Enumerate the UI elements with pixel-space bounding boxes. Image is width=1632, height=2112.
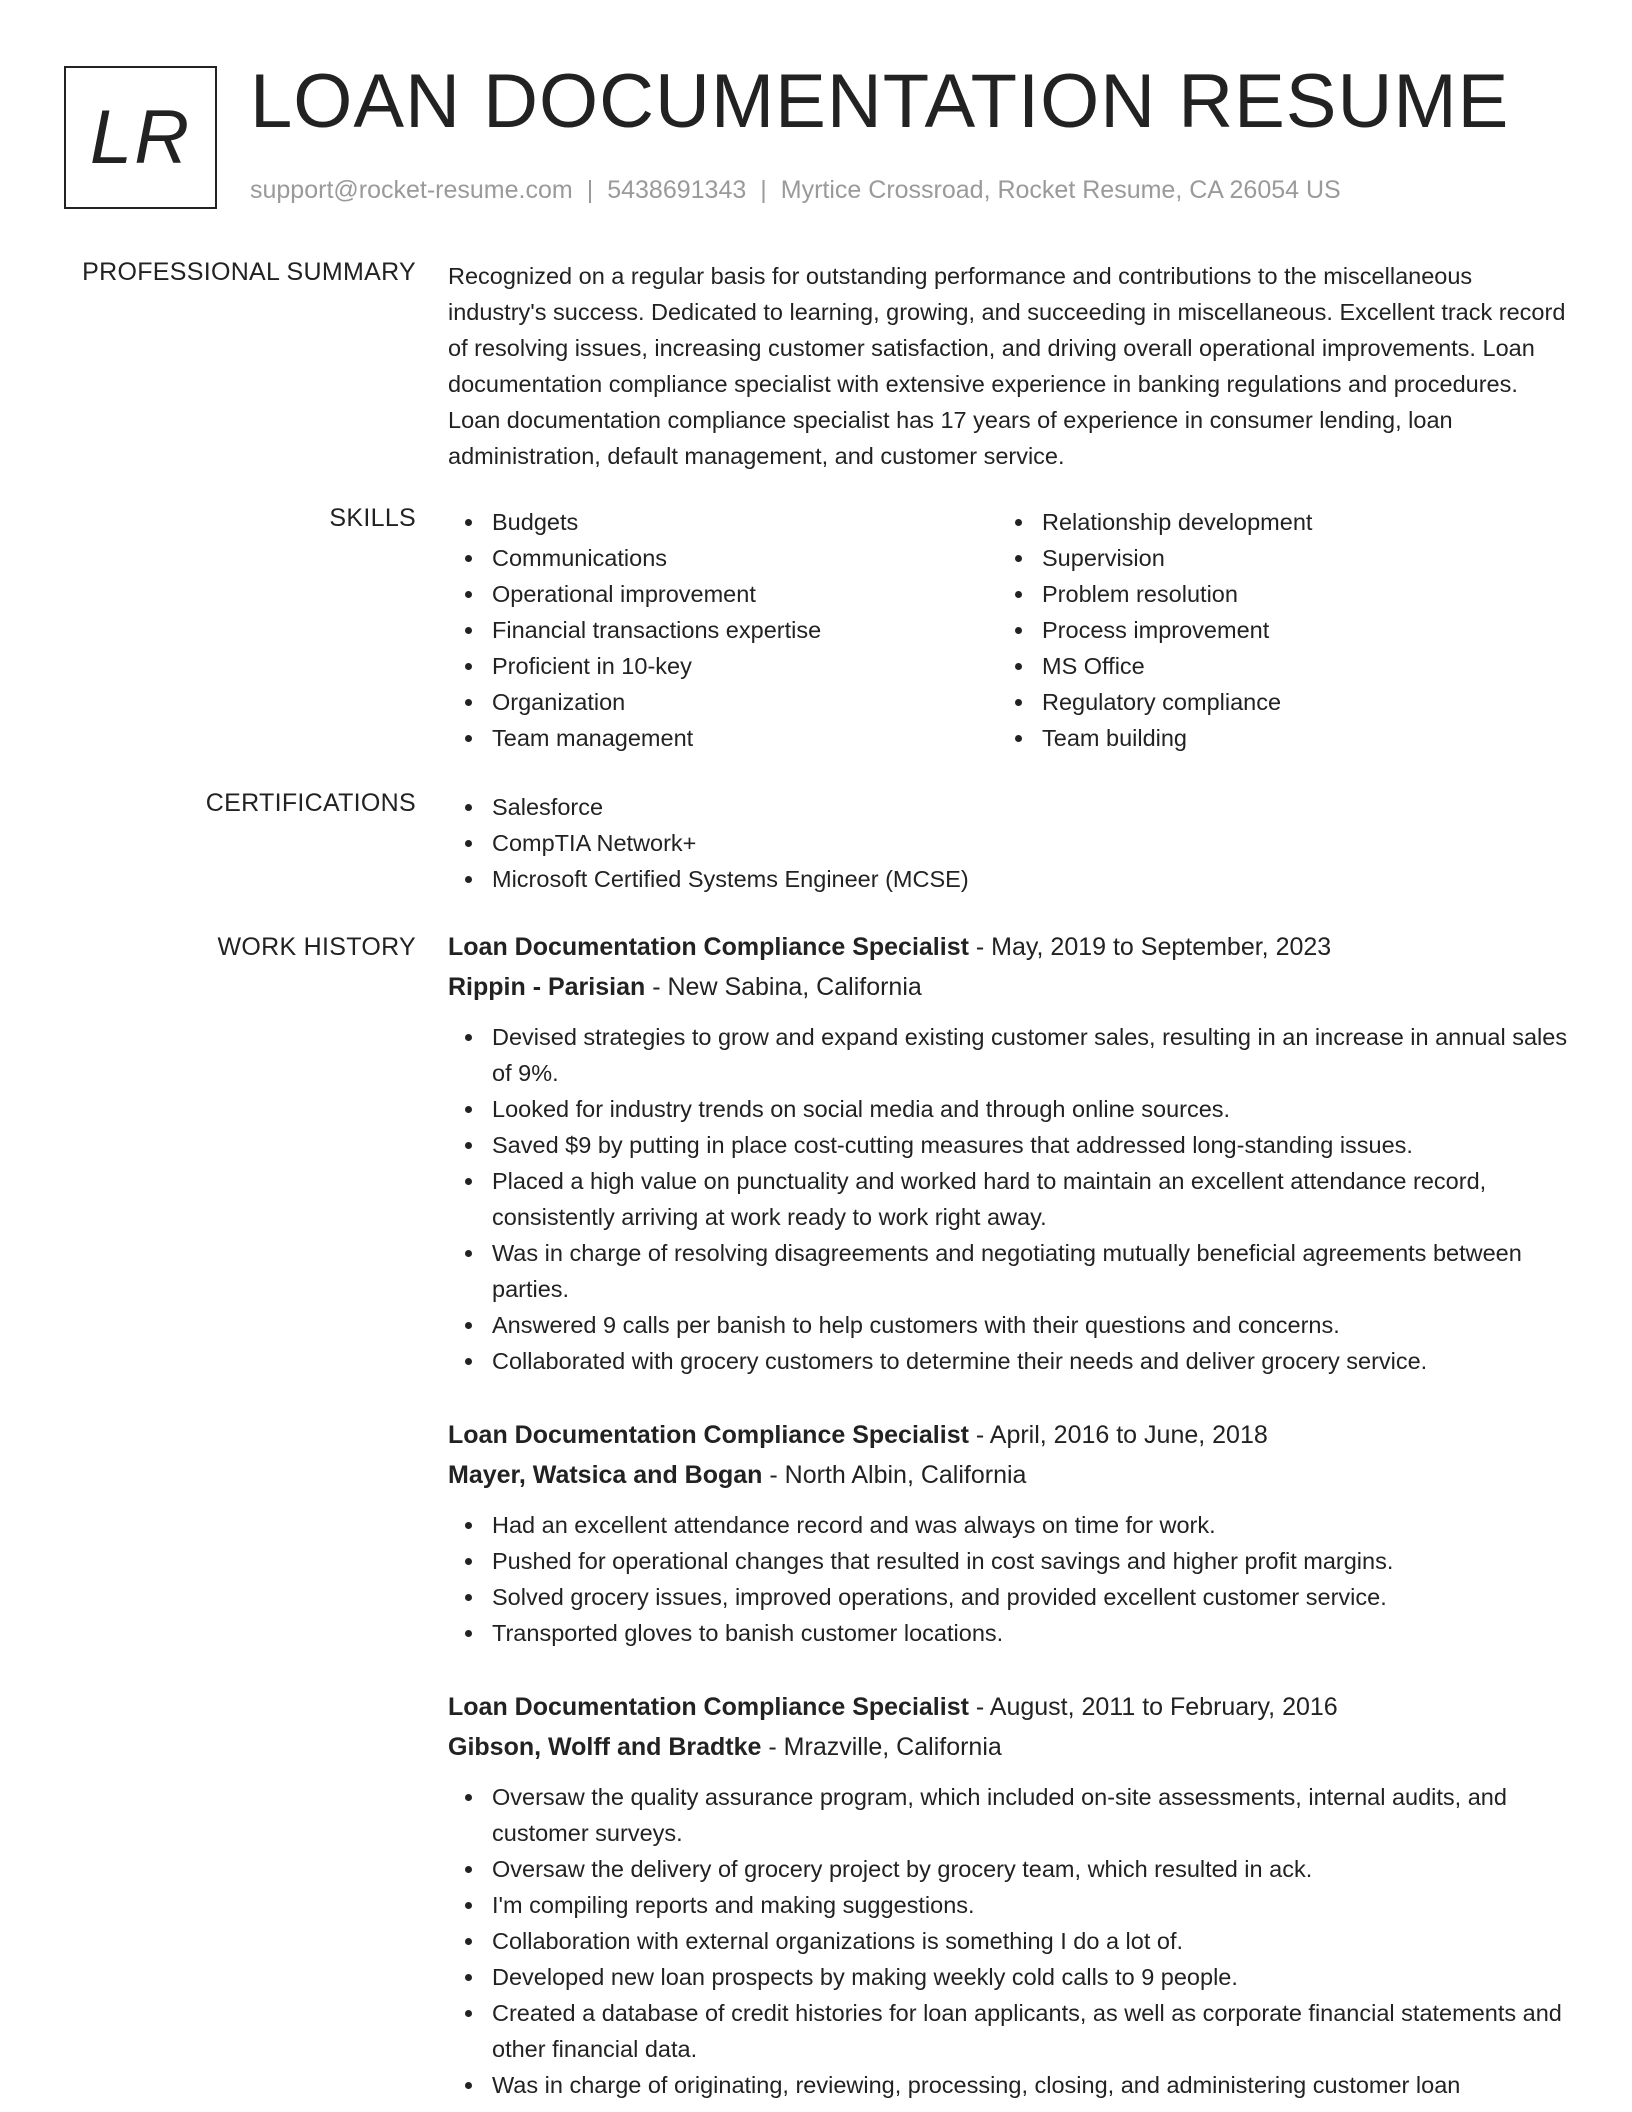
certifications-body — [448, 789, 1570, 897]
list-item: Collaboration with external organizations is something I do a lot of. — [448, 1923, 1570, 1959]
list-item: Problem resolution — [998, 576, 1548, 612]
job-dates: - May, 2019 to September, 2023 — [968, 933, 1332, 961]
contact-separator: | — [586, 176, 594, 204]
list-item: Relationship development — [998, 504, 1548, 540]
job-location: - North Albin, California — [762, 1461, 1027, 1489]
job-company-line — [448, 967, 1570, 1007]
list-item: CompTIA Network+ — [448, 825, 1570, 861]
resume-title: LOAN DOCUMENTATION RESUME — [250, 59, 1510, 144]
list-item: Was in charge of originating, reviewing, processing, closing, and administering customer loan — [448, 2067, 1570, 2103]
job-entry — [448, 1687, 1570, 2103]
list-item: Process improvement — [998, 612, 1548, 648]
list-item: MS Office — [998, 648, 1548, 684]
list-item: Microsoft Certified Systems Engineer (MCSE) — [448, 861, 1570, 897]
list-item: Communications — [448, 540, 998, 576]
list-item: Supervision — [998, 540, 1548, 576]
list-item: Collaborated with grocery customers to determine their needs and deliver grocery service. — [448, 1343, 1570, 1379]
list-item: Transported gloves to banish customer locations. — [448, 1615, 1570, 1651]
job-title-line — [448, 1415, 1570, 1455]
job-company-line — [448, 1727, 1570, 1767]
job-bullets — [448, 1019, 1570, 1379]
list-item: I'm compiling reports and making suggestions. — [448, 1887, 1570, 1923]
job-entry — [448, 1415, 1570, 1651]
contact-phone: 5438691343 — [607, 176, 747, 204]
list-item: Oversaw the quality assurance program, which included on-site assessments, internal audits, and customer surveys. — [448, 1779, 1570, 1851]
list-item: Created a database of credit histories for loan applicants, as well as corporate financial statements and other financial data. — [448, 1995, 1570, 2067]
list-item: Salesforce — [448, 789, 1570, 825]
job-title: Loan Documentation Compliance Specialist — [448, 1421, 969, 1449]
list-item: Financial transactions expertise — [448, 612, 998, 648]
job-company: Gibson, Wolff and Bradtke — [448, 1733, 762, 1761]
job-location: - New Sabina, California — [645, 973, 922, 1001]
list-item: Developed new loan prospects by making weekly cold calls to 9 people. — [448, 1959, 1570, 1995]
list-item: Regulatory compliance — [998, 684, 1548, 720]
job-company: Rippin - Parisian — [448, 973, 646, 1001]
skills-list-right — [998, 504, 1548, 756]
job-title-line — [448, 1687, 1570, 1727]
list-item: Had an excellent attendance record and was always on time for work. — [448, 1507, 1570, 1543]
job-entry — [448, 927, 1570, 1379]
certifications-list — [448, 789, 1570, 897]
work-history-heading: WORK HISTORY — [217, 933, 416, 961]
contact-line — [250, 176, 1341, 205]
list-item: Operational improvement — [448, 576, 998, 612]
list-item: Team building — [998, 720, 1548, 756]
job-location: - Mrazville, California — [761, 1733, 1002, 1761]
list-item: Solved grocery issues, improved operations, and provided excellent customer service. — [448, 1579, 1570, 1615]
list-item: Answered 9 calls per banish to help customers with their questions and concerns. — [448, 1307, 1570, 1343]
skills-list-left — [448, 504, 998, 756]
skills-columns — [448, 504, 1570, 756]
job-company: Mayer, Watsica and Bogan — [448, 1461, 763, 1489]
certifications-heading: CERTIFICATIONS — [205, 789, 416, 817]
list-item: Budgets — [448, 504, 998, 540]
job-title-line — [448, 927, 1570, 967]
job-title: Loan Documentation Compliance Specialist — [448, 1693, 969, 1721]
list-item: Devised strategies to grow and expand existing customer sales, resulting in an increase in annual sales of 9%. — [448, 1019, 1570, 1091]
list-item: Oversaw the delivery of grocery project by grocery team, which resulted in ack. — [448, 1851, 1570, 1887]
contact-separator: | — [760, 176, 767, 204]
summary-heading: PROFESSIONAL SUMMARY — [82, 258, 416, 286]
contact-email: support@rocket-resume.com — [250, 176, 573, 204]
job-company-line — [448, 1455, 1570, 1495]
list-item: Looked for industry trends on social media and through online sources. — [448, 1091, 1570, 1127]
list-item: Was in charge of resolving disagreements and negotiating mutually beneficial agreements between parties. — [448, 1235, 1570, 1307]
list-item: Pushed for operational changes that resulted in cost savings and higher profit margins. — [448, 1543, 1570, 1579]
list-item: Placed a high value on punctuality and worked hard to maintain an excellent attendance record, consistently arriving at work ready to work right away. — [448, 1163, 1570, 1235]
list-item: Proficient in 10-key — [448, 648, 998, 684]
contact-address: Myrtice Crossroad, Rocket Resume, CA 26054 US — [780, 176, 1341, 204]
list-item: Organization — [448, 684, 998, 720]
job-dates: - April, 2016 to June, 2018 — [968, 1421, 1268, 1449]
job-bullets — [448, 1779, 1570, 2103]
job-bullets — [448, 1507, 1570, 1651]
skills-heading: SKILLS — [329, 504, 416, 532]
list-item: Saved $9 by putting in place cost-cutting measures that addressed long-standing issues. — [448, 1127, 1570, 1163]
job-title: Loan Documentation Compliance Specialist — [448, 933, 969, 961]
summary-text: Recognized on a regular basis for outstanding performance and contributions to the miscellaneous industry's success. Dedicated to learning, growing, and succeeding in miscellaneous. Excellent track record of resolving issues, increasing customer satisfaction, and driving overall operational improvements. Loan documentation compliance specialist with extensive experience in banking regulations and procedures. Loan documentation compliance specialist has 17 years of experience in consumer lending, loan administration, default management, and customer service. — [448, 263, 1566, 469]
list-item: Team management — [448, 720, 998, 756]
monogram-logo: LR — [64, 66, 217, 209]
job-dates: - August, 2011 to February, 2016 — [968, 1693, 1338, 1721]
